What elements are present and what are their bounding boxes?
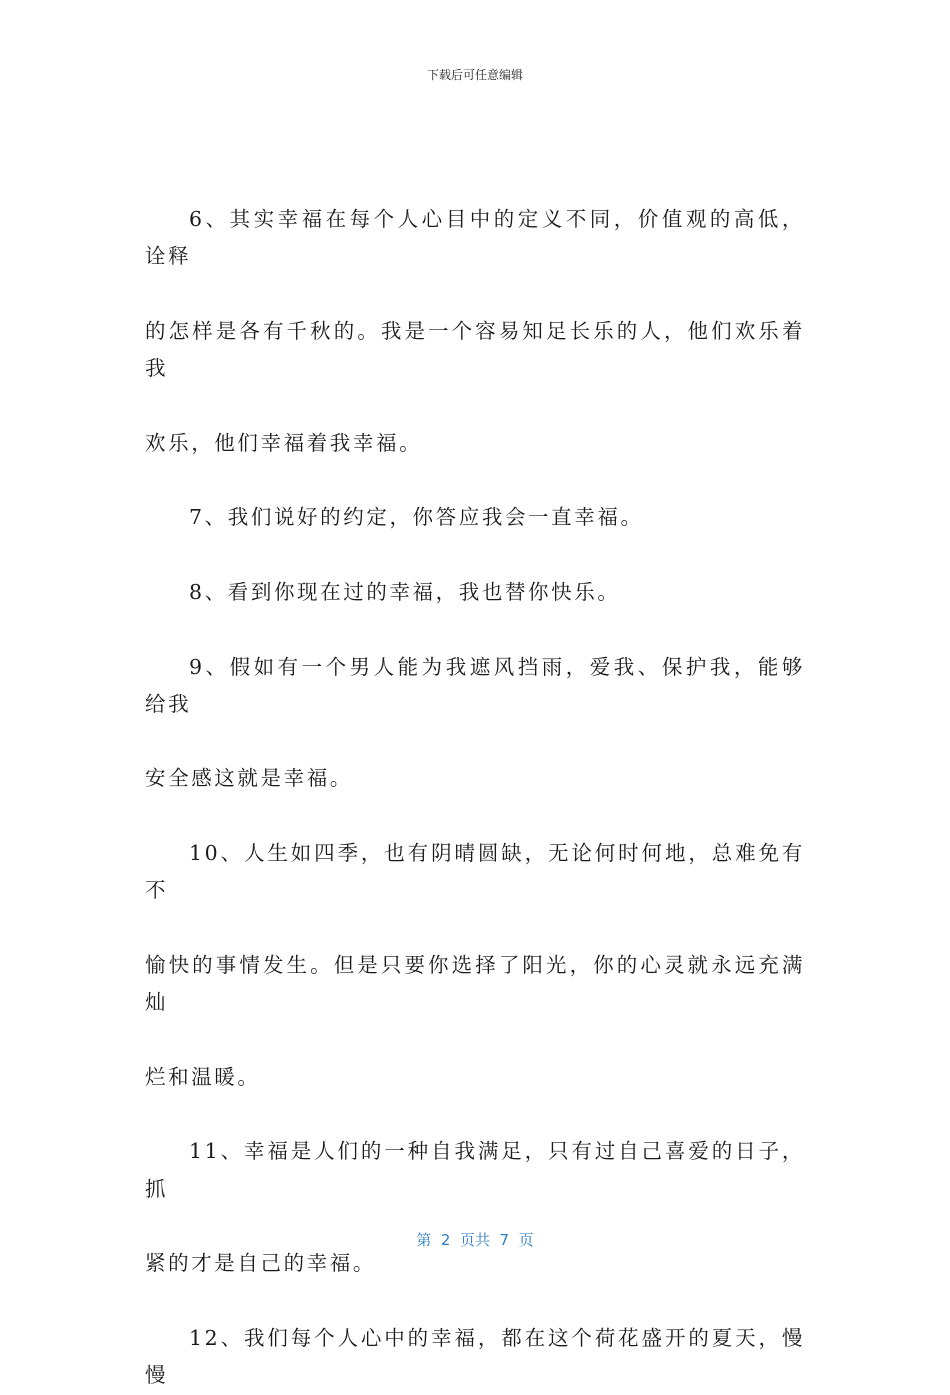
paragraph-line: 8、看到你现在过的幸福，我也替你快乐。 — [189, 579, 621, 604]
paragraph-line: 紧的才是自己的幸福。 — [145, 1251, 376, 1276]
document-body — [145, 201, 805, 1395]
paragraph-line: 7、我们说好的约定，你答应我会一直幸福。 — [189, 505, 644, 530]
paragraph-line: 的怎样是各有千秋的。我是一个容易知足长乐的人，他们欢乐着我 — [145, 318, 805, 381]
paragraph-11 — [145, 1133, 805, 1282]
paragraph-line: 12、我们每个人心中的幸福，都在这个荷花盛开的夏天，慢慢 — [145, 1325, 805, 1388]
page-header: 下载后可任意编辑 — [426, 68, 523, 82]
paragraph-8 — [145, 574, 805, 611]
page-number-footer: 第 2 页共 7 页 — [416, 1231, 534, 1249]
paragraph-line: 9、假如有一个男人能为我遮风挡雨，爱我、保护我，能够给我 — [145, 654, 805, 716]
paragraph-line: 10、人生如四季，也有阴晴圆缺，无论何时何地，总难免有不 — [145, 841, 805, 903]
paragraph-6 — [145, 201, 805, 462]
paragraph-12 — [145, 1320, 805, 1395]
paragraph-line: 欢乐，他们幸福着我幸福。 — [145, 430, 423, 455]
paragraph-line: 愉快的事情发生。但是只要你选择了阳光，你的心灵就永远充满灿 — [145, 952, 805, 1015]
paragraph-line: 安全感这就是幸福。 — [145, 766, 353, 791]
paragraph-line: 6、其实幸福在每个人心目中的定义不同，价值观的高低，诠释 — [145, 207, 805, 269]
paragraph-10 — [145, 835, 805, 1096]
paragraph-7 — [145, 499, 805, 536]
paragraph-line: 烂和温暖。 — [145, 1064, 261, 1089]
paragraph-9 — [145, 649, 805, 798]
paragraph-line: 11、幸福是人们的一种自我满足，只有过自己喜爱的日子，抓 — [145, 1139, 805, 1201]
